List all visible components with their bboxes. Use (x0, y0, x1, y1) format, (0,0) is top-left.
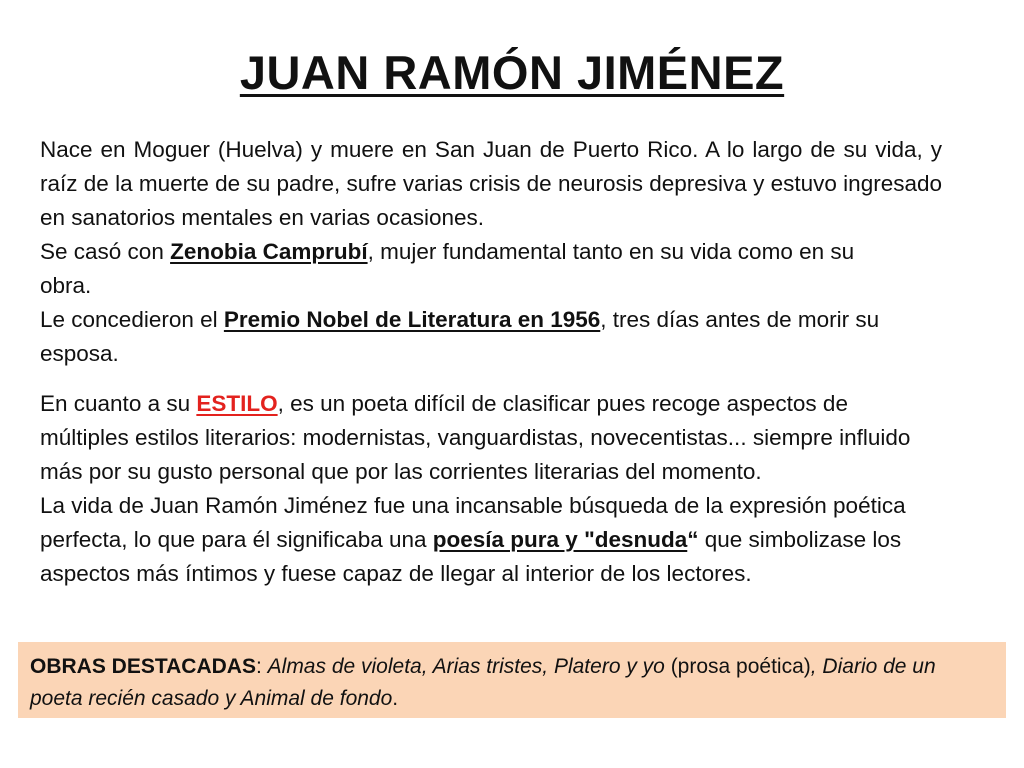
bio-paragraph-2 (40, 235, 910, 303)
style-paragraph-1 (40, 387, 942, 489)
notable-works-box (18, 642, 1006, 718)
style-keyword: ESTILO (196, 391, 278, 416)
bio-p2-after: , mujer fundamental tanto en su vida como en su obra. (40, 239, 855, 298)
style-p2-before: La vida de Juan Ramón Jiménez fue una incansable búsqueda de la expresión poética perfecta, lo que para él significaba una (40, 493, 906, 552)
main-content (40, 133, 942, 591)
closing-quote: “ (687, 527, 699, 552)
notable-works-note: (prosa poética) (664, 655, 811, 678)
bio-p3-after: , tres días antes de morir su esposa. (40, 307, 880, 366)
notable-works-end: . (392, 687, 399, 710)
bio-paragraph-3 (40, 303, 910, 371)
spouse-name: Zenobia Camprubí (170, 239, 368, 264)
bio-p2-before: Se casó con (40, 239, 171, 264)
bio-p3-before: Le concedieron el (40, 307, 224, 332)
nobel-prize: Premio Nobel de Literatura en 1956 (223, 307, 601, 332)
style-paragraph-2 (40, 489, 942, 591)
notable-works-colon: : (255, 655, 268, 678)
style-p2-after: que simbolizase los aspectos más íntimos y fuese capaz de llegar al interior de los lectores. (40, 527, 902, 586)
page-title-text: JUAN RAMÓN JIMÉNEZ (239, 46, 785, 99)
style-p1-before: En cuanto a su (40, 391, 197, 416)
bio-paragraph-1: Nace en Moguer (Huelva) y muere en San Juan de Puerto Rico. A lo largo de su vida, y raíz de la muerte de su padre, sufre varias crisis de neurosis depresiva y estuvo ingresado en sanatorios mentales en varias ocasiones. (40, 137, 942, 230)
biography-section (40, 133, 942, 371)
style-section (40, 387, 942, 591)
notable-works-titles-1: Almas de violeta, Arias tristes, Platero y yo (267, 655, 665, 678)
style-p1-after: , es un poeta difícil de clasificar pues recoge aspectos de múltiples estilos literarios: modernistas, vanguardistas, novecentistas... siempre influido más por su gusto personal que por las corrientes literarias del momento. (40, 391, 911, 484)
notable-works-label: OBRAS DESTACADAS (30, 655, 256, 678)
notable-works-titles-2: , Diario de un poeta recién casado y Animal de fondo (30, 655, 936, 710)
pure-poetry: poesía pura y "desnuda (432, 527, 688, 552)
page-title (0, 46, 1024, 100)
